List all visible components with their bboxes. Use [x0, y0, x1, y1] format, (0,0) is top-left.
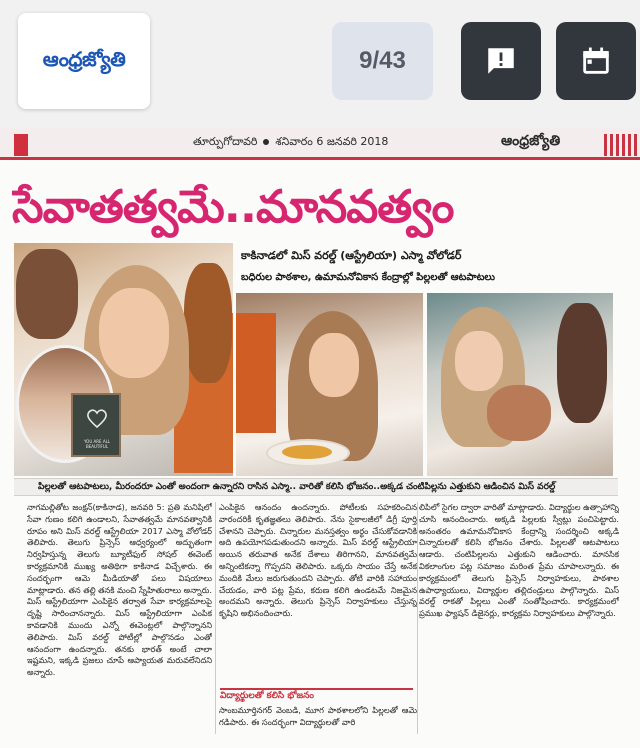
header-accent-block	[14, 134, 28, 156]
section-subhead: విద్యార్థులతో కలిసి భోజనం	[220, 688, 413, 702]
epaper-page[interactable]	[0, 128, 640, 748]
page-header-strip	[0, 128, 640, 160]
photo-bystander	[236, 313, 276, 433]
chalkboard-text: YOU ARE ALL BEAUTIFUL	[83, 439, 111, 449]
dateline-edition: తూర్పుగోదావరి	[193, 135, 258, 148]
article-column-1: నాగమల్లితోట జంక్షన్(కాకినాడ), జనవరి 5: ప్రతి మనిషిలో సేవా గుణం కలిగి ఉండాలని, సేవాతత్వమే మానవత్వానికి రూపం అని మిస్ వరల్డ్ ఆస్ట్రేలియా 2017 ఎస్మా వోలోడర్ తెలిపారు. తెలుగు ప్రిన్సెస్ ఆధ్వర్యంలో అద్భుతంగా నిర్వహిస్తున్న తెలుగు బ్యూటీఫుల్ సోషల్ ఈవెంట్ కార్యక్రమానికి ముఖ్య అతిథిగా కాకినాడ విచ్చేశారు. ఈ సందర్భంగా ఆమె మీడియాతో పలు విషయాలు మాట్లాడారు. తన తల్లి తనకి మంచి స్నేహితురాలు అన్నారు. మిస్ ఆస్ట్రేలియాగా ఎంపికైన తర్వాత సేవా కార్యక్రమాలపై దృష్టి సారించానన్నారు. మిస్ ఆస్ట్రేలియాగా ఎంపిక కావడానికి ముందు ఎన్నో ఈవెంట్లలో పాల్గొన్నానని తెలిపారు. మిస్ వరల్డ్ పోటీల్లో పాల్గొనడం ఎంతో ఆనందంగా ఉందన్నారు. తనకు భారత్ అంటే చాలా ఇష్టమని, ఇక్కడి ప్రజలు చూపే ఆప్యాయత మరువలేనిదని అన్నారు.	[27, 502, 212, 678]
masthead-brand: ఆంధ్రజ్యోతి	[501, 133, 561, 149]
article-column-3: లిపిలో సైగల ద్వారా వారితో మాట్లాడారు. విద్యార్థుల ఉత్సాహాన్ని చూసి ఆనందించారు. అక్కడి పిల్లలకు స్వీట్లు పంచిపెట్టారు. అనంతరం ఉమామనోవికాస కేంద్రాన్ని సందర్శించి అక్కడి చిన్నారులతో కలిసి భోజనం చేశారు. పిల్లలతో ఆటపాటలు ఆడారు. చంటిపిల్లలను ఎత్తుకుని ఆడించారు. మానసిక వికలాంగుల పట్ల సమాజం మరింత ప్రేమ చూపాలన్నారు. ఈ కార్యక్రమంలో తెలుగు ప్రిన్సెస్ నిర్వాహకులు, పాఠశాల ఉపాధ్యాయులు, విద్యార్థుల తల్లిదండ్రులు పాల్గొన్నారు. మిస్ వరల్డ్ రాకతో పిల్లలు ఎంతో సంతోషించారు. కార్యక్రమంలో ప్రముఖ ఫ్యాషన్ డిజైనర్లు, కార్యక్రమ నిర్వాహకులు పాల్గొన్నారు.	[419, 502, 619, 619]
dateline-date: శనివారం 6 జనవరి 2018	[275, 135, 389, 148]
publisher-logo-text: ఆంధ్రజ్యోతి	[42, 46, 126, 71]
photo-subject-face	[99, 288, 169, 378]
feedback-button[interactable]	[461, 22, 541, 100]
photo-eating-meal	[236, 293, 423, 476]
photo-child-figure	[557, 303, 607, 423]
photo-child-figure	[16, 249, 78, 339]
header-accent-pattern	[604, 134, 640, 156]
feedback-alert-icon	[484, 44, 518, 78]
app-toolbar	[0, 0, 640, 128]
chalkboard-photo	[71, 393, 121, 457]
photo-hearts-with-children	[14, 243, 233, 476]
chalk-heart-icon	[85, 407, 109, 429]
dateline	[193, 135, 388, 151]
article-column-2: ఎంపికైన ఆనందం ఉందన్నారు. పోటీలకు సహకరించిన వారందరికీ కృతజ్ఞతలు తెలిపారు. నేను సైకాలజీలో డిగ్రీ పూర్తి చేశానని చెప్పారు. చిన్నారుల మనస్తత్వం అర్థం చేసుకోవడానికి అది ఉపయోగపడుతుందని అన్నారు. మిస్ వరల్డ్ ఆస్ట్రేలియా అయిన తరువాత అనేక దేశాలు తిరిగానని, మానవత్వమే అన్నింటికన్నా గొప్పదని తెలిపారు. ఒక్కరు సాయం చేస్తే అనేక మందికి మేలు జరుగుతుందని చెప్పారు. తోటి వారికి సహాయం చేయడం, వారి పట్ల ప్రేమ, కరుణ కలిగి ఉండటమే నిజమైన అందమని అన్నారు. తెలుగు ప్రిన్సెస్ నిర్వాహకులు చేస్తున్న కృషిని అభినందించారు.	[219, 502, 417, 619]
calendar-icon	[579, 44, 613, 78]
photo-child-figure-2	[184, 263, 232, 383]
dateline-separator	[263, 139, 269, 145]
article-column-2-continued: సాంబమూర్తినగర్ వెంబడి, మూగ పాఠశాలలోని పిల్లలతో ఆమె గడిపారు. ఈ సందర్భంగా విద్యార్థులతో వారి	[219, 705, 417, 727]
publisher-logo-button[interactable]	[18, 13, 150, 109]
photo-baby	[487, 385, 551, 441]
photo-food	[282, 445, 332, 459]
calendar-button[interactable]	[556, 22, 636, 100]
photo-subject-face	[455, 331, 503, 391]
page-indicator[interactable]	[332, 22, 433, 100]
photo-subject-face	[309, 333, 359, 397]
column-divider	[215, 502, 216, 734]
column-divider	[417, 502, 418, 734]
article-subhead-1: కాకినాడలో మిస్ వరల్డ్ (ఆస్ట్రేలియా) ఎస్మా వోలోడర్	[241, 249, 462, 262]
photo-caption: పిల్లలతో ఆటపాటలు, మీరందరూ ఎంతో అందంగా ఉన్నారని రాసిన ఎస్మా.. వారితో కలిసి భోజనం..అక్కడ చంటిపిల్లను ఎత్తుకుని ఆడించిన మిస్ వరల్డ్	[14, 478, 618, 496]
page-indicator-text: 9/43	[359, 47, 406, 74]
photo-holding-baby	[427, 293, 613, 476]
article-subhead-2: బధిరుల పాఠశాల, ఉమామనోవికాస కేంద్రాల్లో పిల్లలతో ఆటపాటలు	[241, 272, 495, 283]
article-headline: సేవాతత్వమే..మానవత్వం	[12, 180, 454, 233]
